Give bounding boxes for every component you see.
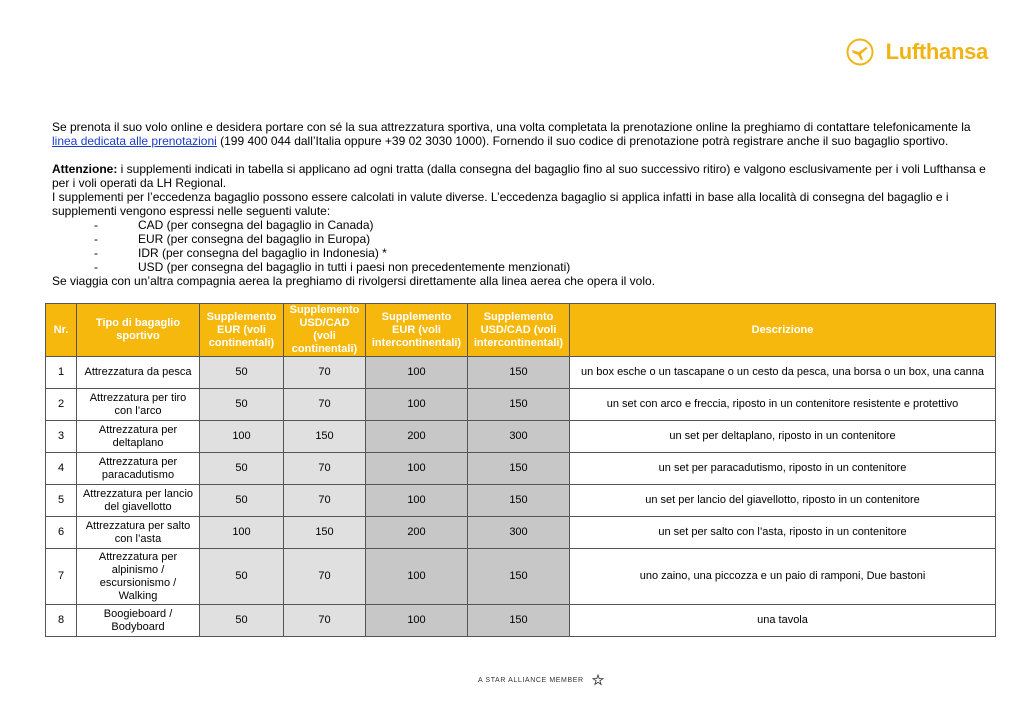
table-row — [46, 421, 996, 453]
table-cell: 50 — [200, 357, 284, 389]
table-row — [46, 357, 996, 389]
table-cell: una tavola — [570, 605, 996, 637]
intro-line1: Se prenota il suo volo online e desidera portare con sé la sua attrezzatura sportiva, una volta completata la prenotazione online la preghiamo di contattare telefonicamente la — [52, 120, 971, 134]
lufthansa-logo — [846, 38, 988, 66]
table-row — [46, 517, 996, 549]
table-cell: 100 — [366, 453, 468, 485]
table-cell: 300 — [468, 421, 570, 453]
currency-intro: I supplementi per l’eccedenza bagaglio possono essere calcolati in valute diverse. L’eccedenza bagaglio si applica infatti in base alla località di consegna del bagaglio e i supplementi vengono espressi nelle seguenti valute: — [52, 190, 949, 218]
notice-label: Attenzione: — [52, 162, 118, 176]
table-cell: Attrezzatura per paracadutismo — [77, 453, 200, 485]
table-cell: 70 — [284, 357, 366, 389]
table-cell: 150 — [468, 389, 570, 421]
table-cell: un set per lancio del giavellotto, riposto in un contenitore — [570, 485, 996, 517]
brand-name: Lufthansa — [885, 39, 988, 64]
header-eur-inter: Supplemento EUR (voli intercontinentali) — [366, 304, 468, 357]
header-usd-cont: Supplemento USD/CAD (voli continentali) — [284, 304, 366, 357]
table-cell: 300 — [468, 517, 570, 549]
star-alliance-icon — [590, 674, 606, 686]
other-airline-note: Se viaggia con un’altra compagnia aerea la preghiamo di rivolgersi direttamente alla linea aerea che opera il volo. — [52, 274, 656, 288]
document-body — [52, 120, 1000, 288]
table-cell: 4 — [46, 453, 77, 485]
table-cell: uno zaino, una piccozza e un paio di ramponi, Due bastoni — [570, 549, 996, 605]
table-row — [46, 485, 996, 517]
table-cell: 50 — [200, 389, 284, 421]
table-cell: 70 — [284, 605, 366, 637]
intro-line2: (199 400 044 dall’Italia oppure +39 02 3030 1000). Fornendo il suo codice di prenotazione potrà registrare anche il suo bagaglio sportivo. — [216, 134, 949, 148]
header-nr: Nr. — [46, 304, 77, 357]
table-cell: 100 — [366, 389, 468, 421]
table-header-row — [46, 304, 996, 357]
table-cell: 50 — [200, 549, 284, 605]
sports-baggage-table — [45, 303, 996, 637]
table-cell: 70 — [284, 549, 366, 605]
table-cell: 8 — [46, 605, 77, 637]
table-cell: un set per paracadutismo, riposto in un contenitore — [570, 453, 996, 485]
table-cell: Attrezzatura per alpinismo / escursionismo / Walking — [77, 549, 200, 605]
intro-paragraph — [52, 120, 1000, 148]
table-cell: 150 — [468, 357, 570, 389]
booking-line-link[interactable]: linea dedicata alle prenotazioni — [52, 134, 217, 148]
table-row — [46, 549, 996, 605]
notice-text: i supplementi indicati in tabella si applicano ad ogni tratta (dalla consegna del bagaglio fino al suo successivo ritiro) e valgono esclusivamente per i voli Lufthansa e per i voli operati da LH Regional. — [52, 162, 986, 190]
table-cell: 150 — [468, 453, 570, 485]
header-tipo: Tipo di bagaglio sportivo — [77, 304, 200, 357]
table-cell: 150 — [468, 605, 570, 637]
list-item: - USD (per consegna del bagaglio in tutti i paesi non precedentemente menzionati) — [94, 260, 571, 274]
table-cell: 100 — [366, 357, 468, 389]
table-cell: un set per deltaplano, riposto in un contenitore — [570, 421, 996, 453]
table-cell: 70 — [284, 453, 366, 485]
table-cell: 100 — [200, 421, 284, 453]
list-item: - CAD (per consegna del bagaglio in Canada) — [94, 218, 374, 232]
table-cell: Attrezzatura per tiro con l’arco — [77, 389, 200, 421]
table-cell: 200 — [366, 421, 468, 453]
table-cell: 150 — [284, 517, 366, 549]
table-cell: 150 — [284, 421, 366, 453]
header-eur-cont: Supplemento EUR (voli continentali) — [200, 304, 284, 357]
table-row — [46, 389, 996, 421]
table-cell: 100 — [366, 605, 468, 637]
table-cell: un set con arco e freccia, riposto in un contenitore resistente e protettivo — [570, 389, 996, 421]
table-cell: 7 — [46, 549, 77, 605]
table-cell: 70 — [284, 485, 366, 517]
table-cell: Attrezzatura per lancio del giavellotto — [77, 485, 200, 517]
table-cell: 1 — [46, 357, 77, 389]
table-cell: Attrezzatura da pesca — [77, 357, 200, 389]
list-item: - EUR (per consegna del bagaglio in Europa) — [94, 232, 371, 246]
table-cell: 3 — [46, 421, 77, 453]
table-cell: Boogieboard / Bodyboard — [77, 605, 200, 637]
table-row — [46, 453, 996, 485]
table-cell: 70 — [284, 389, 366, 421]
table-cell: 100 — [366, 485, 468, 517]
notice-paragraph — [52, 162, 1000, 190]
crane-icon — [846, 38, 874, 66]
table-cell: 50 — [200, 605, 284, 637]
table-cell: 50 — [200, 453, 284, 485]
list-item: - IDR (per consegna del bagaglio in Indonesia) * — [94, 246, 387, 260]
currency-list — [52, 218, 1000, 274]
table-cell: 6 — [46, 517, 77, 549]
table-cell: Attrezzatura per salto con l’asta — [77, 517, 200, 549]
table-cell: 150 — [468, 485, 570, 517]
star-alliance-footer — [478, 674, 606, 686]
table-cell: 5 — [46, 485, 77, 517]
table-cell: 2 — [46, 389, 77, 421]
table-cell: Attrezzatura per deltaplano — [77, 421, 200, 453]
table-cell: 150 — [468, 549, 570, 605]
table-cell: 50 — [200, 485, 284, 517]
table-cell: un box esche o un tascapane o un cesto da pesca, una borsa o un box, una canna — [570, 357, 996, 389]
footer-text: A STAR ALLIANCE MEMBER — [478, 676, 584, 684]
header-desc: Descrizione — [570, 304, 996, 357]
table-cell: un set per salto con l’asta, riposto in un contenitore — [570, 517, 996, 549]
table-cell: 200 — [366, 517, 468, 549]
table-row — [46, 605, 996, 637]
table-cell: 100 — [200, 517, 284, 549]
header-usd-inter: Supplemento USD/CAD (voli intercontinentali) — [468, 304, 570, 357]
table-cell: 100 — [366, 549, 468, 605]
